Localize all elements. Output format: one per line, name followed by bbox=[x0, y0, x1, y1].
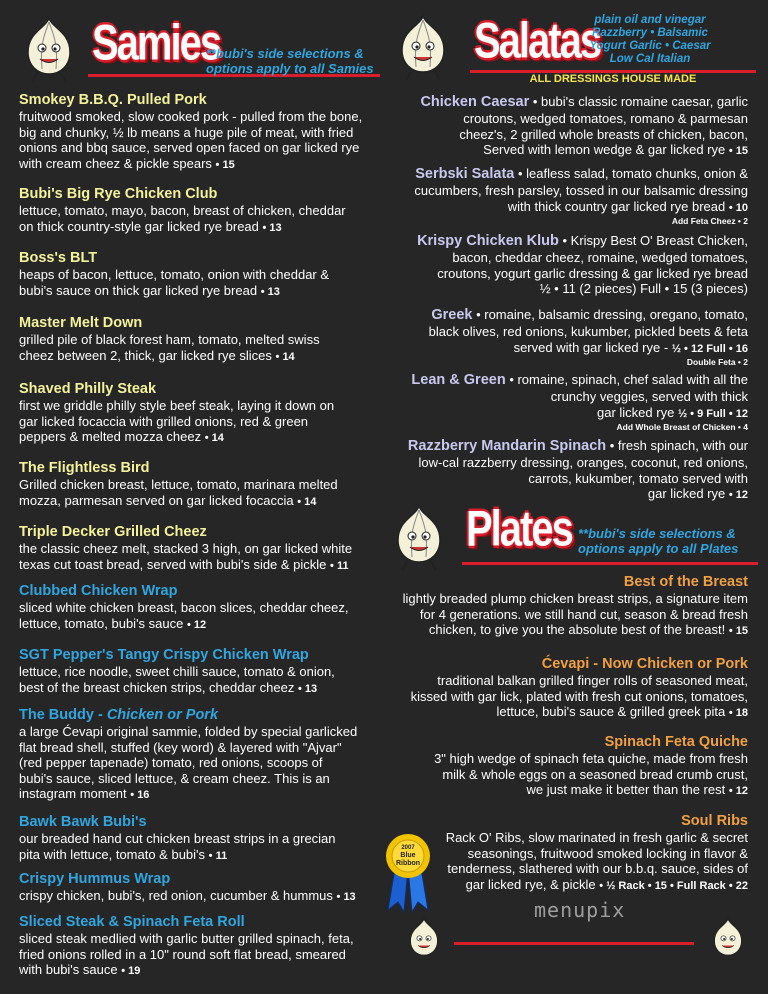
item-description: Grilled chicken breast, lettuce, tomato, marinara melted bbox=[19, 477, 338, 492]
item-description: carrots, kukumber, tomato served with bbox=[528, 470, 748, 486]
garlic-mascot-icon bbox=[18, 14, 80, 84]
item-addon: Add Feta Cheez • 2 bbox=[671, 216, 748, 227]
item-description: tenderness, slathered with our b.b.q. sauce, sides of bbox=[447, 861, 748, 877]
item-title: Crispy Hummus Wrap bbox=[19, 871, 171, 887]
samies-section-title: Samies bbox=[92, 15, 221, 71]
item-price: • 18 bbox=[728, 707, 748, 720]
item-description: bacon, cheddar cheez, romaine, wedged tomatoes, bbox=[452, 250, 748, 265]
salatas-menu-item bbox=[388, 166, 748, 226]
item-price: ½ • 9 Full • 12 bbox=[677, 407, 748, 420]
item-description: flat bread shell, stuffed (key word) & layered with "Ajvar" bbox=[19, 739, 342, 755]
item-description: with bubi's sauce • 19 bbox=[19, 962, 141, 978]
item-description: cheez's, 2 grilled whole breasts of chicken, bacon, bbox=[459, 126, 748, 142]
samies-side-note: **bubi's side selections & options apply to all Samies bbox=[206, 46, 374, 76]
item-description: big and chunky, ½ lb means a huge pile of meat, with fried bbox=[19, 124, 354, 140]
item-addon: Double Feta • 2 bbox=[686, 357, 748, 368]
item-description: Greek • romaine, balsamic dressing, oregano, tomato, bbox=[431, 307, 748, 323]
item-price: • 13 bbox=[260, 285, 280, 298]
item-description: traditional balkan grilled finger rolls of seasoned meat, bbox=[437, 673, 748, 688]
item-price: • 15 bbox=[215, 158, 235, 171]
item-title: Smokey B.B.Q. Pulled Pork bbox=[19, 92, 207, 108]
item-title: Chicken Caesar bbox=[420, 94, 530, 110]
item-description: lightly breaded plump chicken breast strips, a signature item bbox=[402, 591, 748, 606]
ribbon-year: 2007 bbox=[401, 845, 415, 851]
item-description: crunchy veggies, served with thick bbox=[550, 389, 748, 404]
item-price: • 13 bbox=[336, 891, 356, 903]
item-description: on thick country-style gar licked rye bread • 13 bbox=[19, 218, 282, 234]
garlic-mascot-icon bbox=[392, 12, 454, 82]
item-description: first we griddle philly style beef steak, laying it down on bbox=[19, 398, 335, 413]
item-price: • ½ Rack • 15 • Full Rack • 22 bbox=[599, 879, 748, 892]
item-price: • 14 bbox=[297, 495, 317, 508]
item-title: Bubi's Big Rye Chicken Club bbox=[19, 186, 218, 202]
plates-divider bbox=[462, 562, 758, 565]
item-description: with thick country gar licked rye bread • 10 bbox=[507, 198, 748, 214]
plates-section-title: Plates bbox=[466, 501, 572, 557]
item-description: fried onions rolled in a 10" round soft flat bread, smeared bbox=[19, 946, 346, 962]
item-description: lettuce, rice noodle, sweet chilli sauce, tomato & onion, bbox=[19, 664, 335, 679]
item-price: • 10 bbox=[728, 201, 748, 214]
item-description: for 4 generations. we still hand cut, season & bread fresh bbox=[419, 606, 748, 622]
item-description: peppers & melted mozza cheez • 14 bbox=[19, 429, 224, 445]
item-description: gar licked rye • 12 bbox=[647, 486, 748, 502]
item-title: Lean & Green bbox=[411, 372, 506, 388]
item-title: Master Melt Down bbox=[19, 315, 143, 331]
garlic-mascot-icon bbox=[404, 916, 444, 962]
item-description: lettuce, tomato, mayo, bacon, breast of chicken, cheddar bbox=[19, 203, 346, 218]
item-description: seasonings, fruitwood smoked locking in flavor & bbox=[467, 845, 748, 861]
item-description: fruitwood smoked, slow cooked pork - pulled from the bone, bbox=[19, 109, 363, 124]
samies-menu-item bbox=[19, 647, 384, 697]
samies-menu-item bbox=[19, 914, 384, 980]
item-title: Bawk Bawk Bubi's bbox=[19, 814, 147, 830]
plates-side-note: **bubi's side selections & options apply to all Plates bbox=[578, 526, 739, 556]
item-description: mozza, parmesan served on gar licked focaccia • 14 bbox=[19, 492, 317, 508]
item-title: Ćevapi - Now Chicken or Pork bbox=[541, 656, 748, 672]
item-title: Razzberry Mandarin Spinach bbox=[407, 438, 607, 454]
item-description: we just make it better than the rest • 12 bbox=[526, 782, 748, 798]
item-description: milk & whole eggs on a seasoned bread crumb crust, bbox=[442, 766, 748, 782]
item-description: onions and bbq sauce, served open faced on gar licked rye bbox=[19, 140, 360, 156]
item-price: • 15 bbox=[728, 145, 748, 158]
salatas-menu-item bbox=[388, 307, 748, 367]
plates-menu-item bbox=[380, 574, 748, 640]
samies-menu-item bbox=[19, 315, 384, 365]
item-description: best of the breast chicken strips, cheddar cheez • 13 bbox=[19, 679, 318, 695]
samies-menu-item bbox=[19, 460, 384, 510]
item-description: gar licked rye, & pickle • ½ Rack • 15 • Full Rack • 22 bbox=[465, 876, 748, 892]
item-price: • 11 bbox=[330, 559, 349, 572]
ribbon-line2: Ribbon bbox=[395, 860, 421, 867]
item-price: • 14 bbox=[275, 350, 295, 363]
item-price: ½ • 12 Full • 16 bbox=[671, 342, 748, 355]
item-description: Served with lemon wedge & gar licked rye • 15 bbox=[483, 142, 748, 158]
item-title: Triple Decker Grilled Cheez bbox=[19, 524, 207, 540]
item-description: Razzberry Mandarin Spinach • fresh spinach, with our bbox=[407, 438, 748, 454]
samies-menu-item bbox=[19, 707, 384, 804]
item-price: • 13 bbox=[297, 682, 318, 695]
item-title: Krispy Chicken Klub bbox=[417, 233, 559, 249]
item-description: heaps of bacon, lettuce, tomato, onion with cheddar & bbox=[19, 267, 330, 282]
dressings-house-made: ALL DRESSINGS HOUSE MADE bbox=[529, 73, 697, 85]
salatas-menu-item bbox=[388, 233, 748, 297]
item-description: Serbski Salata • leafless salad, tomato chunks, onion & bbox=[415, 166, 748, 182]
item-description: bubi's sauce, sliced lettuce, & cream cheez. This is an bbox=[19, 770, 330, 786]
item-description: Lean & Green • romaine, spinach, chef salad with all the bbox=[411, 372, 748, 388]
item-description: low-cal razzberry dressing, oranges, coconut, red onions, bbox=[418, 455, 748, 470]
item-title: Greek bbox=[431, 307, 473, 323]
item-description: sliced steak medlied with garlic butter grilled spinach, feta, bbox=[19, 931, 354, 946]
item-description: crispy chicken, bubi's, red onion, cucumber & hummus • 13 bbox=[19, 888, 356, 903]
item-title: Clubbed Chicken Wrap bbox=[19, 583, 178, 599]
item-addon: Add Whole Breast of Chicken • 4 bbox=[616, 422, 748, 433]
item-title: The Buddy - Chicken or Pork bbox=[19, 707, 219, 723]
item-description: lettuce, tomato, bubi's sauce • 12 bbox=[19, 615, 207, 631]
item-description: sliced white chicken breast, bacon slices, cheddar cheez, bbox=[19, 600, 349, 615]
item-title: The Flightless Bird bbox=[19, 460, 150, 476]
ribbon-line1: Blue bbox=[400, 852, 416, 859]
item-price: • 16 bbox=[130, 789, 150, 802]
item-price: • 19 bbox=[121, 965, 141, 978]
item-title: Spinach Feta Quiche bbox=[604, 734, 748, 750]
garlic-mascot-icon bbox=[708, 916, 748, 962]
samies-menu-item bbox=[19, 524, 384, 574]
footer-divider bbox=[454, 942, 694, 945]
item-price: • 11 bbox=[208, 849, 228, 862]
item-price: • 12 bbox=[186, 618, 207, 631]
item-description: texas cut toast bread, served with bubi's side & pickle • 11 bbox=[19, 556, 349, 572]
blue-ribbon-icon bbox=[382, 832, 434, 914]
menupix-watermark: menupix bbox=[534, 898, 626, 922]
item-description: pita with lettuce, tomato & bubi's • 11 bbox=[19, 846, 228, 862]
item-description: served with gar licked rye - ½ • 12 Full • 16 bbox=[513, 339, 748, 355]
item-price: • 12 bbox=[728, 489, 748, 502]
item-title: Serbski Salata bbox=[415, 166, 515, 182]
salatas-menu-item bbox=[388, 94, 748, 160]
item-description: with cream cheez & pickle spears • 15 bbox=[19, 155, 235, 171]
item-title: Sliced Steak & Spinach Feta Roll bbox=[19, 914, 245, 930]
item-description: our breaded hand cut chicken breast strips in a grecian bbox=[19, 831, 336, 846]
garlic-mascot-icon bbox=[388, 502, 450, 572]
plates-menu-item bbox=[380, 734, 748, 800]
item-description: kissed with gar lick, plated with fresh cut onions, tomatoes, bbox=[410, 688, 748, 704]
item-description: chicken, to give you the absolute best of the breast! • 15 bbox=[428, 622, 748, 638]
item-description: lettuce, bubi's sauce & grilled greek pita • 18 bbox=[496, 704, 748, 720]
item-description: 3" high wedge of spinach feta quiche, made from fresh bbox=[434, 751, 748, 766]
dressings-list: plain oil and vinegar Razzberry • Balsamic Yogurt Garlic • Caesar Low Cal Italian bbox=[589, 14, 711, 65]
item-sizes: ½ • 11 (2 pieces) Full • 15 (3 pieces) bbox=[539, 281, 748, 297]
item-description: the classic cheez melt, stacked 3 high, on gar licked white bbox=[19, 541, 353, 556]
item-title: Best of the Breast bbox=[623, 574, 748, 590]
item-description: Chicken Caesar • bubi's classic romaine caesar, garlic bbox=[420, 94, 748, 110]
plates-menu-item bbox=[380, 656, 748, 722]
item-description: gar licked rye ½ • 9 Full • 12 bbox=[597, 404, 748, 420]
item-description: Rack O' Ribs, slow marinated in fresh garlic & secret bbox=[445, 830, 748, 845]
item-price: • 15 bbox=[728, 625, 748, 638]
item-price: • 14 bbox=[204, 432, 224, 445]
item-price: • 13 bbox=[262, 221, 282, 234]
salatas-menu-item bbox=[388, 372, 748, 432]
item-description: black olives, red onions, kukumber, pickled beets & feta bbox=[428, 324, 748, 339]
samies-menu-item bbox=[19, 92, 384, 173]
salatas-section-title: Salatas bbox=[474, 13, 601, 69]
item-description: (red pepper tapenade) tomato, red onions, scoops of bbox=[19, 755, 323, 771]
samies-menu-item bbox=[19, 250, 384, 300]
samies-menu-item bbox=[19, 871, 384, 906]
item-title: Shaved Philly Steak bbox=[19, 381, 157, 397]
item-title: Boss's BLT bbox=[19, 250, 98, 266]
item-description: Krispy Chicken Klub • Krispy Best O' Breast Chicken, bbox=[417, 233, 748, 249]
item-title: SGT Pepper's Tangy Crispy Chicken Wrap bbox=[19, 647, 309, 663]
item-description: cucumbers, fresh parsley, tossed in our balsamic dressing bbox=[414, 183, 748, 198]
samies-menu-item bbox=[19, 814, 384, 864]
item-description: bubi's sauce on thick gar licked rye bread • 13 bbox=[19, 282, 280, 298]
item-description: a large Ćevapi original sammie, folded by special garlicked bbox=[19, 724, 358, 739]
item-description: grilled pile of black forest ham, tomato, melted swiss bbox=[19, 332, 320, 347]
samies-menu-item bbox=[19, 186, 384, 236]
salatas-menu-item bbox=[388, 438, 748, 504]
item-description: gar licked focaccia with grilled onions, red & green bbox=[19, 413, 309, 429]
item-description: cheez between 2, thick, gar licked rye slices • 14 bbox=[19, 347, 295, 363]
plates-menu-item bbox=[418, 813, 748, 894]
item-description: croutons, wedged tomatoes, romano & parmesan bbox=[463, 111, 748, 126]
item-price: • 12 bbox=[728, 785, 748, 798]
samies-menu-item bbox=[19, 381, 384, 447]
item-description: croutons, yogurt garlic dressing & gar licked rye bread bbox=[437, 265, 748, 281]
item-title: Soul Ribs bbox=[681, 813, 748, 829]
samies-menu-item bbox=[19, 583, 384, 633]
item-description: instagram moment • 16 bbox=[19, 786, 150, 802]
